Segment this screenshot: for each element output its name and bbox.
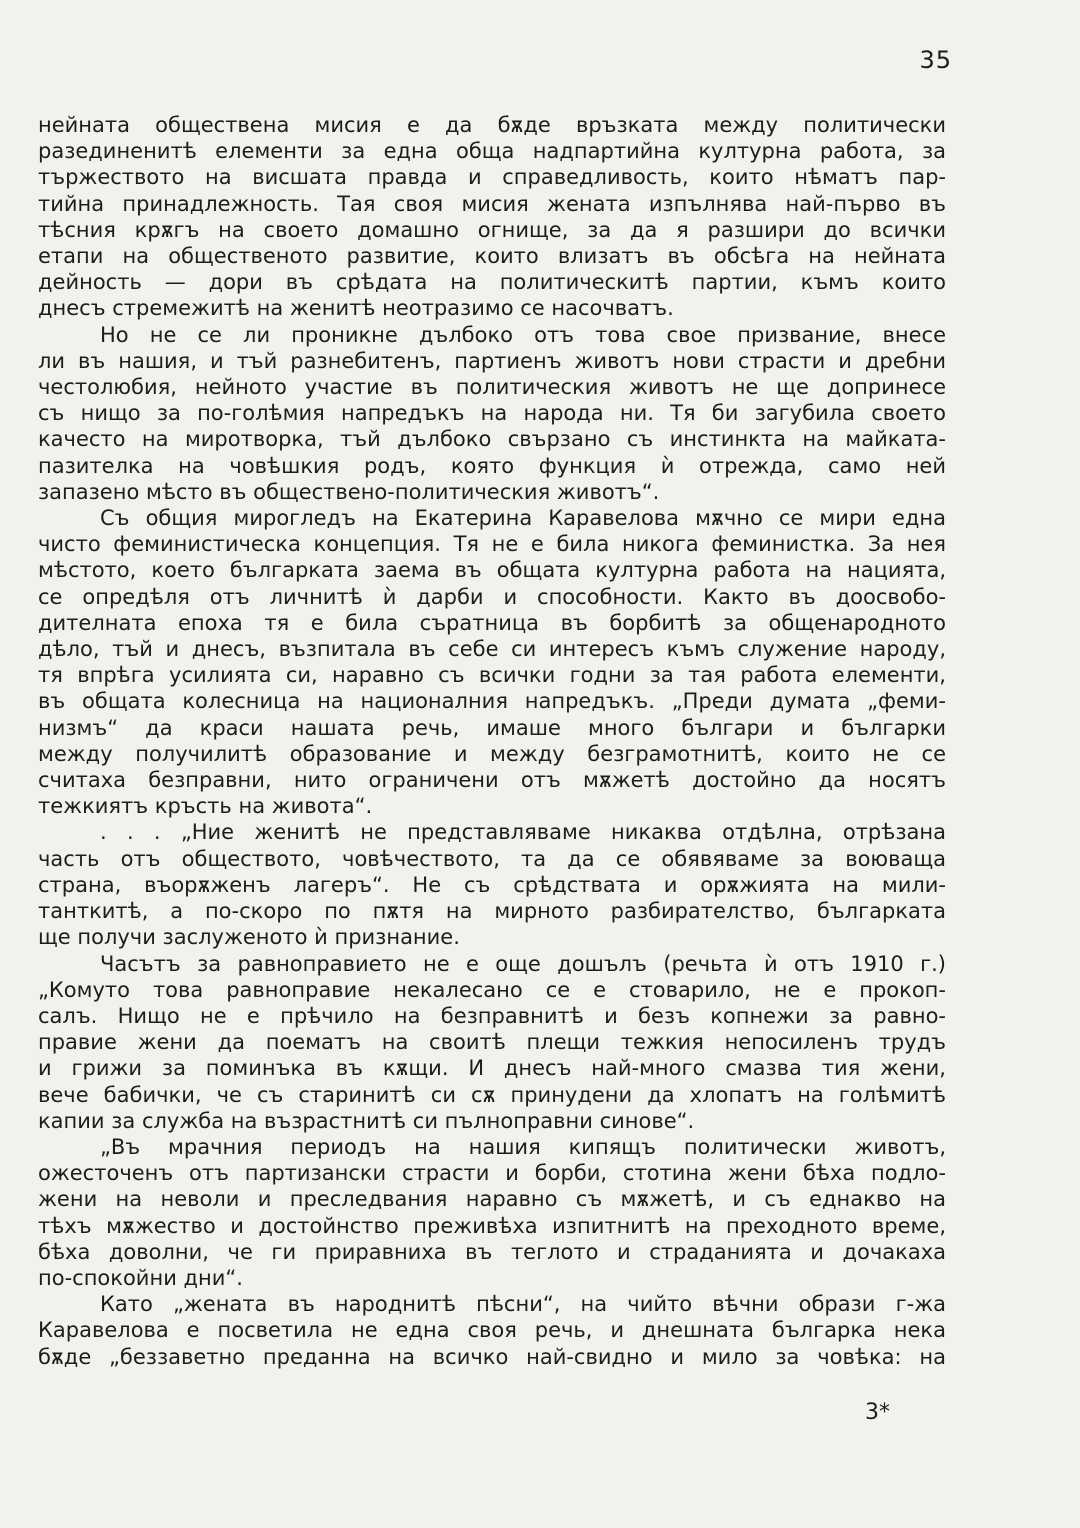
- text-line: дейность — дори въ срѣдата на политическитѣ партии, къмъ които: [38, 270, 946, 295]
- text-line: качесто на миротворка, тъй дълбоко свързано съ инстинкта на майката-: [38, 427, 946, 452]
- paragraph-3: [38, 505, 946, 819]
- text-line: се опредѣля отъ личнитѣ ѝ дарби и способности. Както въ доосвобо-: [38, 584, 946, 609]
- text-line: Каравелова е посветила не една своя речь, и днешната българка нека: [38, 1318, 946, 1343]
- text-line: честолюбия, нейното участие въ политическия животъ не ще допринесе: [38, 375, 946, 400]
- text-line: пазителка на човѣшкия родъ, която функция ѝ отрежда, само ней: [38, 453, 946, 478]
- text-line: запазено мѣсто въ обществено-политическия животъ“.: [38, 479, 660, 504]
- text-line: разединенитѣ елементи за една обща надпартийна културна работа, за: [38, 139, 946, 164]
- paragraph-2: [38, 322, 946, 505]
- text-line: жени на неволи и преследвания наравно съ мѫжетѣ, и съ еднакво на: [38, 1187, 946, 1212]
- text-line: тѣхъ мѫжество и достойнство преживѣха изпитнитѣ на преходното време,: [38, 1213, 946, 1238]
- text-line: тя впрѣга усилията си, наравно съ всички годни за тая работа елементи,: [38, 663, 946, 688]
- text-line: тежкиятъ кръсть на живота“.: [38, 794, 373, 819]
- paragraph-5: [38, 951, 946, 1134]
- text-line: правие жени да поематъ на своитѣ плещи тежкия непосиленъ трудъ: [38, 1030, 946, 1055]
- text-line: етапи на общественото развитие, които влизатъ въ обсѣга на нейната: [38, 244, 946, 269]
- text-line: бѫде „беззаветно преданна на всичко най-свидно и мило за човѣка: на: [38, 1344, 946, 1369]
- paragraph-7: [38, 1291, 946, 1370]
- text-line: Часътъ за равноправието не е още дошълъ (речьта ѝ отъ 1910 г.): [100, 951, 946, 976]
- text-line: салъ. Нищо не е прѣчило на безправнитѣ и безъ копнежи за равно-: [38, 1003, 946, 1028]
- page-number: 35: [919, 46, 952, 74]
- text-line: „Въ мрачния периодъ на нашия кипящъ политически животъ,: [100, 1134, 946, 1159]
- text-line: капии за служба на възрастнитѣ си пълноправни синове“.: [38, 1108, 695, 1133]
- text-line: Като „жената въ народнитѣ пѣсни“, на чийто вѣчни образи г-жа: [100, 1292, 946, 1317]
- text-line: тийна принадлежность. Тая своя мисия жената изпълнява най-първо въ: [38, 191, 946, 216]
- body-text: [38, 112, 946, 1370]
- text-line: дѣло, тъй и днесъ, възпитала въ себе си интересъ къмъ служение народу,: [38, 637, 946, 662]
- text-line: съ нищо за по-голѣмия напредъкъ на народа ни. Тя би загубила своето: [38, 401, 946, 426]
- text-line: вече бабички, че съ старинитѣ си сѫ принудени да хлопатъ на голѣмитѣ: [38, 1082, 946, 1107]
- text-line: нейната обществена мисия е да бѫде връзката между политически: [38, 113, 946, 137]
- text-line: считаха безправни, нито ограничени отъ мѫжетѣ достойно да носятъ: [38, 768, 946, 793]
- text-line: . . . „Ние женитѣ не представляваме никаква отдѣлна, отрѣзана: [100, 820, 946, 845]
- text-line: дителната епоха тя е била съратница въ борбитѣ за общенародното: [38, 610, 946, 635]
- text-line: низмъ“ да краси нашата речь, имаше много българи и българки: [38, 715, 946, 740]
- text-line: тѣсния крѫгъ на своето домашно огнище, за да я разшири до всички: [38, 217, 946, 242]
- text-line: Но не се ли проникне дълбоко отъ това свое призвание, внесе: [100, 322, 946, 347]
- signature-mark: 3*: [865, 1400, 890, 1425]
- text-line: и грижи за поминъка въ кѫщи. И днесъ най-много смазва тия жени,: [38, 1056, 946, 1081]
- text-line: днесъ стремежитѣ на женитѣ неотразимо се насочватъ.: [38, 296, 674, 321]
- text-line: бѣха доволни, че ги приравниха въ теглото и страданията и дочакаха: [38, 1239, 946, 1264]
- text-line: часть отъ обществото, човѣчеството, та да се обявяваме за воюваща: [38, 846, 946, 871]
- text-line: ще получи заслуженото ѝ признание.: [38, 925, 460, 950]
- text-line: между получилитѣ образование и между безграмотнитѣ, които не се: [38, 741, 946, 766]
- paragraph-4: [38, 819, 946, 950]
- text-line: чисто феминистическа концепция. Тя не е била никога феминистка. За нея: [38, 532, 946, 557]
- paragraph-6: [38, 1134, 946, 1291]
- text-line: въ общата колесница на националния напредъкъ. „Преди думата „феми-: [38, 689, 946, 714]
- text-line: танткитѣ, а по-скоро по пѫтя на мирното разбирателство, българката: [38, 899, 946, 924]
- text-line: ожесточенъ отъ партизански страсти и борби, стотина жени бѣха подло-: [38, 1161, 946, 1186]
- text-line: тържеството на висшата правда и справедливость, които нѣматъ пар-: [38, 165, 946, 190]
- paragraph-1: [38, 112, 946, 322]
- text-line: Съ общия мирогледъ на Екатерина Каравелова мѫчно се мири една: [100, 506, 946, 531]
- text-line: страна, въорѫженъ лагеръ“. Не съ срѣдствата и орѫжията на мили-: [38, 872, 946, 897]
- text-line: „Комуто това равноправие некалесано се е стоварило, не е прокоп-: [38, 977, 946, 1002]
- text-line: ли въ нашия, и тъй разнебитенъ, партиенъ животъ нови страсти и дребни: [38, 348, 946, 373]
- text-line: по-спокойни дни“.: [38, 1265, 243, 1290]
- text-line: мѣстото, което българката заема въ общата културна работа на нацията,: [38, 558, 946, 583]
